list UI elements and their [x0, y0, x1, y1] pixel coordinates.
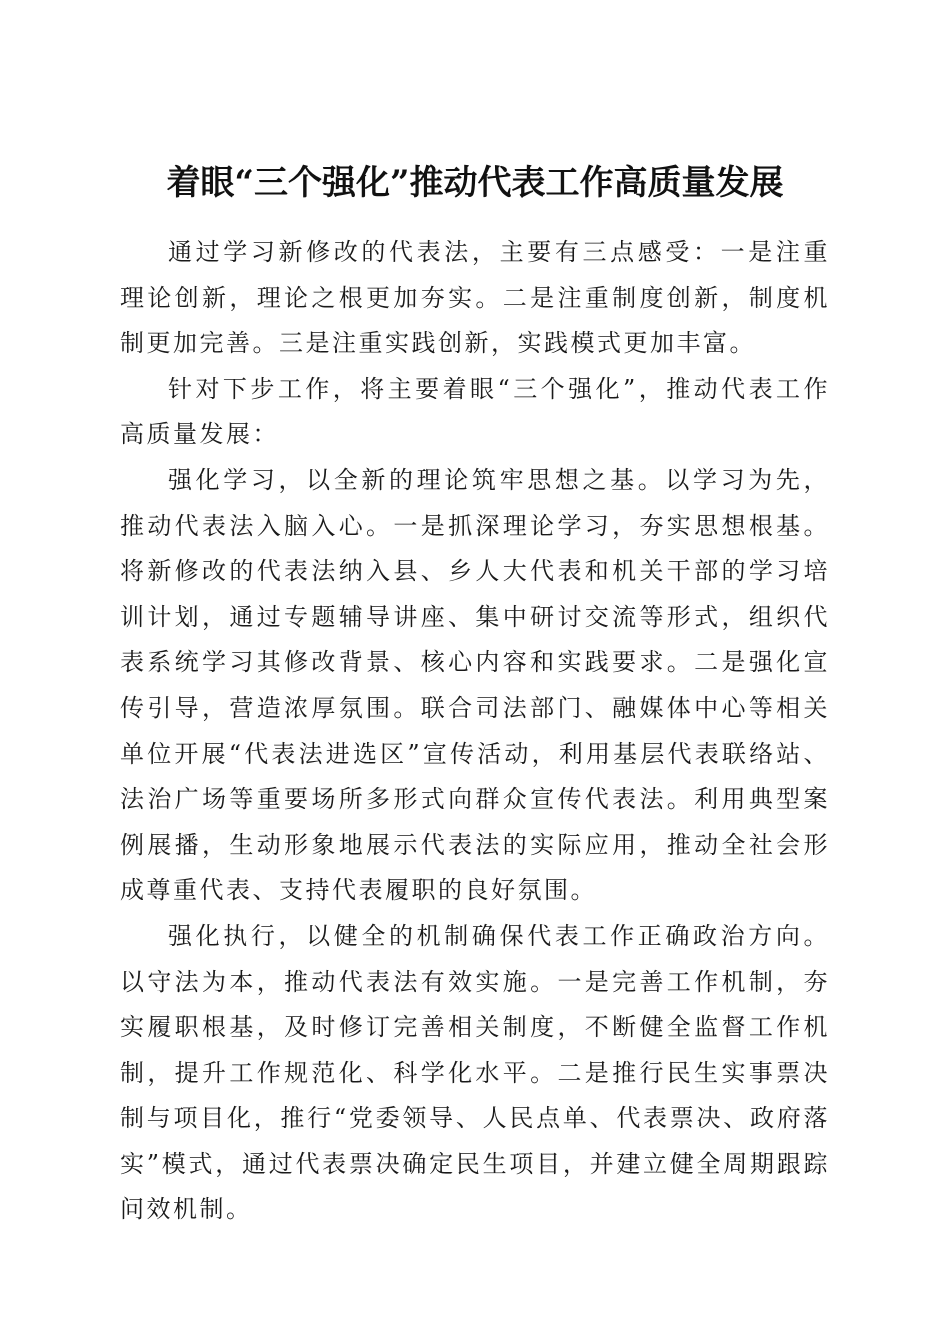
document-title: 着眼“三个强化”推动代表工作高质量发展	[166, 162, 784, 203]
paragraph-strengthen-execution: 强化执行，以健全的机制确保代表工作正确政治方向。以守法为本，推动代表法有效实施。一是完善工作机制，夯实履职根基，及时修订完善相关制度，不断健全监督工作机制，提升工作规范化、科学化水平。二是推行民生实事票决制与项目化，推行“党委领导、人民点单、代表票决、政府落实”模式，通过代表票决确定民生项目，并建立健全周期跟踪问效机制。	[120, 921, 830, 1224]
paragraph-feelings: 通过学习新修改的代表法，主要有三点感受：一是注重理论创新，理论之根更加夯实。二是注重制度创新，制度机制更加完善。三是注重实践创新，实践模式更加丰富。	[120, 238, 830, 358]
paragraph-strengthen-learning: 强化学习，以全新的理论筑牢思想之基。以学习为先，推动代表法入脑入心。一是抓深理论学习，夯实思想根基。将新修改的代表法纳入县、乡人大代表和机关干部的学习培训计划，通过专题辅导讲座、集中研讨交流等形式，组织代表系统学习其修改背景、核心内容和实践要求。二是强化宣传引导，营造浓厚氛围。联合司法部门、融媒体中心等相关单位开展“代表法进选区”宣传活动，利用基层代表联络站、法治广场等重要场所多形式向群众宣传代表法。利用典型案例展播，生动形象地展示代表法的实际应用，推动全社会形成尊重代表、支持代表履职的良好氛围。	[120, 465, 830, 905]
document-body	[120, 230, 830, 1233]
paragraph-next-steps: 针对下步工作，将主要着眼“三个强化”，推动代表工作高质量发展：	[120, 374, 830, 449]
